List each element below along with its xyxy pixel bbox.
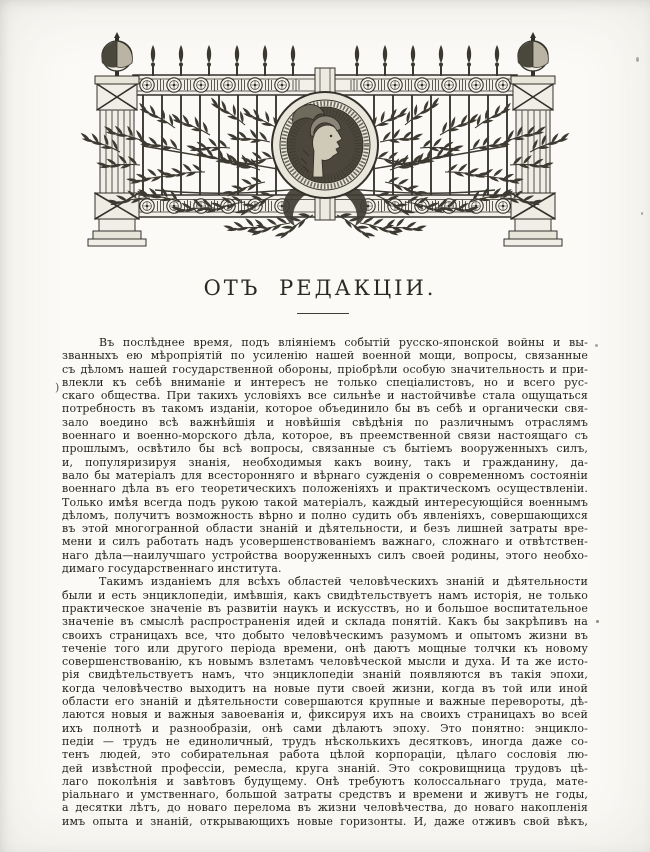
scan-speck: [636, 57, 639, 62]
paragraph-1: [62, 336, 588, 575]
text-line: области его знаній и дѣятельности совершаются крупные и важные перевороты, дѣ-: [62, 695, 588, 709]
scan-speck: [595, 344, 598, 347]
header-engraving-fence: [75, 30, 575, 260]
text-line: значеніе въ смыслѣ распространенія идей и склада понятій. Какъ бы закрѣпивъ на: [62, 615, 588, 629]
text-line: скаго общества. При такихъ условіяхъ все сильнѣе и настойчивѣе стала ощущаться: [62, 389, 588, 403]
text-line: потребность въ такомъ изданіи, которое объединило бы въ себѣ и органически свя-: [62, 402, 588, 416]
paragraph-2: [62, 575, 588, 828]
text-line: наго дѣла—наилучшаго устройства вооруженныхъ силъ своей родины, этого необхо-: [62, 548, 588, 562]
text-line: ріальнаго и умственнаго, большой затраты средствъ и времени и живутъ не годы,: [62, 788, 588, 802]
text-line: вало бы матеріалъ для всесторонняго и вѣрнаго сужденія о современномъ состояніи: [62, 468, 588, 482]
text-line: педіи — трудъ не единоличный, трудъ нѣсколькихъ десятковъ, иногда даже со-: [62, 734, 588, 748]
text-line: теченіе того или другого періода времени, онѣ даютъ мощные толчки къ новому: [62, 641, 588, 655]
text-line: военнаго дѣла въ его теоретическихъ положеніяхъ и практическомъ осуществленіи.: [62, 482, 588, 496]
text-line: своихъ страницахъ все, что добыто человѣческимъ разумомъ и опытомъ жизни въ: [62, 628, 588, 642]
text-line: а десятки лѣтъ, до новаго перелома въ жизни человѣчества, до новаго накопленія: [62, 801, 588, 815]
text-line: лаго поколѣнія и завѣтовъ будущему. Онѣ требуютъ колоссальнаго труда, мате-: [62, 774, 588, 788]
text-line: зало воедино всѣ важнѣйшія и новѣйшія свѣдѣнія по различнымъ отраслямъ: [62, 415, 588, 429]
text-line: димаго государственнаго института.: [62, 562, 282, 576]
text-line: дей извѣстной профессіи, ремесла, круга знаній. Это сокровищница трудовъ цѣ-: [62, 761, 588, 775]
text-line: были и есть энциклопедіи, имѣвшія, какъ свидѣтельствуетъ намъ исторія, не только: [62, 588, 588, 602]
title-rule: [297, 313, 349, 314]
text-line: ихъ полнотѣ и разнообразіи, онѣ сами дѣлаютъ эпоху. Это понятно: энцикло-: [62, 721, 588, 735]
scan-speck: [641, 212, 643, 215]
text-line: и, популяризируя знанія, необходимыя какъ воину, такъ и гражданину, да-: [62, 455, 588, 469]
page-title: ОТЪ РЕДАКЦІИ.: [203, 276, 437, 300]
text-line: Только имѣя всегда подъ рукою такой матеріалъ, каждый интересующійся военнымъ: [62, 495, 588, 509]
text-line: практическое значеніе въ развитіи наукъ и искусствъ, но и большое воспитательное: [62, 601, 588, 615]
text-line: совершенствованію, къ новымъ взлетамъ человѣческой мысли и духа. И та же исто-: [62, 655, 588, 669]
text-line: дѣломъ, получитъ возможность вѣрно и полно судить объ явленіяхъ, совершающихся: [62, 508, 588, 522]
body-text: [62, 336, 588, 828]
text-line: влекли къ себѣ вниманіе и интересъ не только спеціалистовъ, но и всего рус-: [62, 375, 588, 389]
text-line: лаются новыя и важныя завоеванія и, фиксируя ихъ на своихъ страницахъ во всей: [62, 708, 588, 722]
text-line: тенъ людей, это собирательная работа цѣлой корпораціи, цѣлаго сословія лю-: [62, 748, 588, 762]
text-line: съ дѣломъ нашей государственной обороны, пріобрѣли особую значительность и при-: [62, 362, 588, 376]
text-line: военнаго и военно-морского дѣла, которое, въ преемственной связи настоящаго съ: [62, 429, 588, 443]
text-line: Такимъ изданіемъ для всѣхъ областей человѣческихъ знаній и дѣятельности: [99, 575, 588, 589]
text-line: рія свидѣтельствуетъ намъ, что энциклопедіи знаній появляются въ такія эпохи,: [62, 668, 588, 682]
text-line: званныхъ ею мѣропріятій по усиленію нашей военной мощи, вопросы, связанные: [62, 349, 588, 363]
text-line: Въ послѣднее время, подъ вліяніемъ событій русско-японской войны и вы-: [99, 336, 588, 349]
text-line: въ этой многогранной области знаній и дѣятельности, и безъ лишней затраты вре-: [62, 522, 588, 536]
text-line: имъ опыта и знаній, открывающихъ новые горизонты. И, даже отживъ свой вѣкъ,: [62, 814, 588, 828]
text-line: мени и силъ работать надъ усовершенствованіемъ важнаго, сложнаго и отвѣтствен-: [62, 535, 588, 549]
text-line: прошлымъ, освѣтило бы всѣ вопросы, связанные съ бытіемъ вооруженныхъ силъ,: [62, 442, 588, 456]
scan-artifact-dot: [596, 620, 599, 623]
text-line: когда человѣчество выходитъ на новые пути своей жизни, когда въ той или иной: [62, 681, 588, 695]
scan-artifact-paren: ): [55, 381, 60, 394]
